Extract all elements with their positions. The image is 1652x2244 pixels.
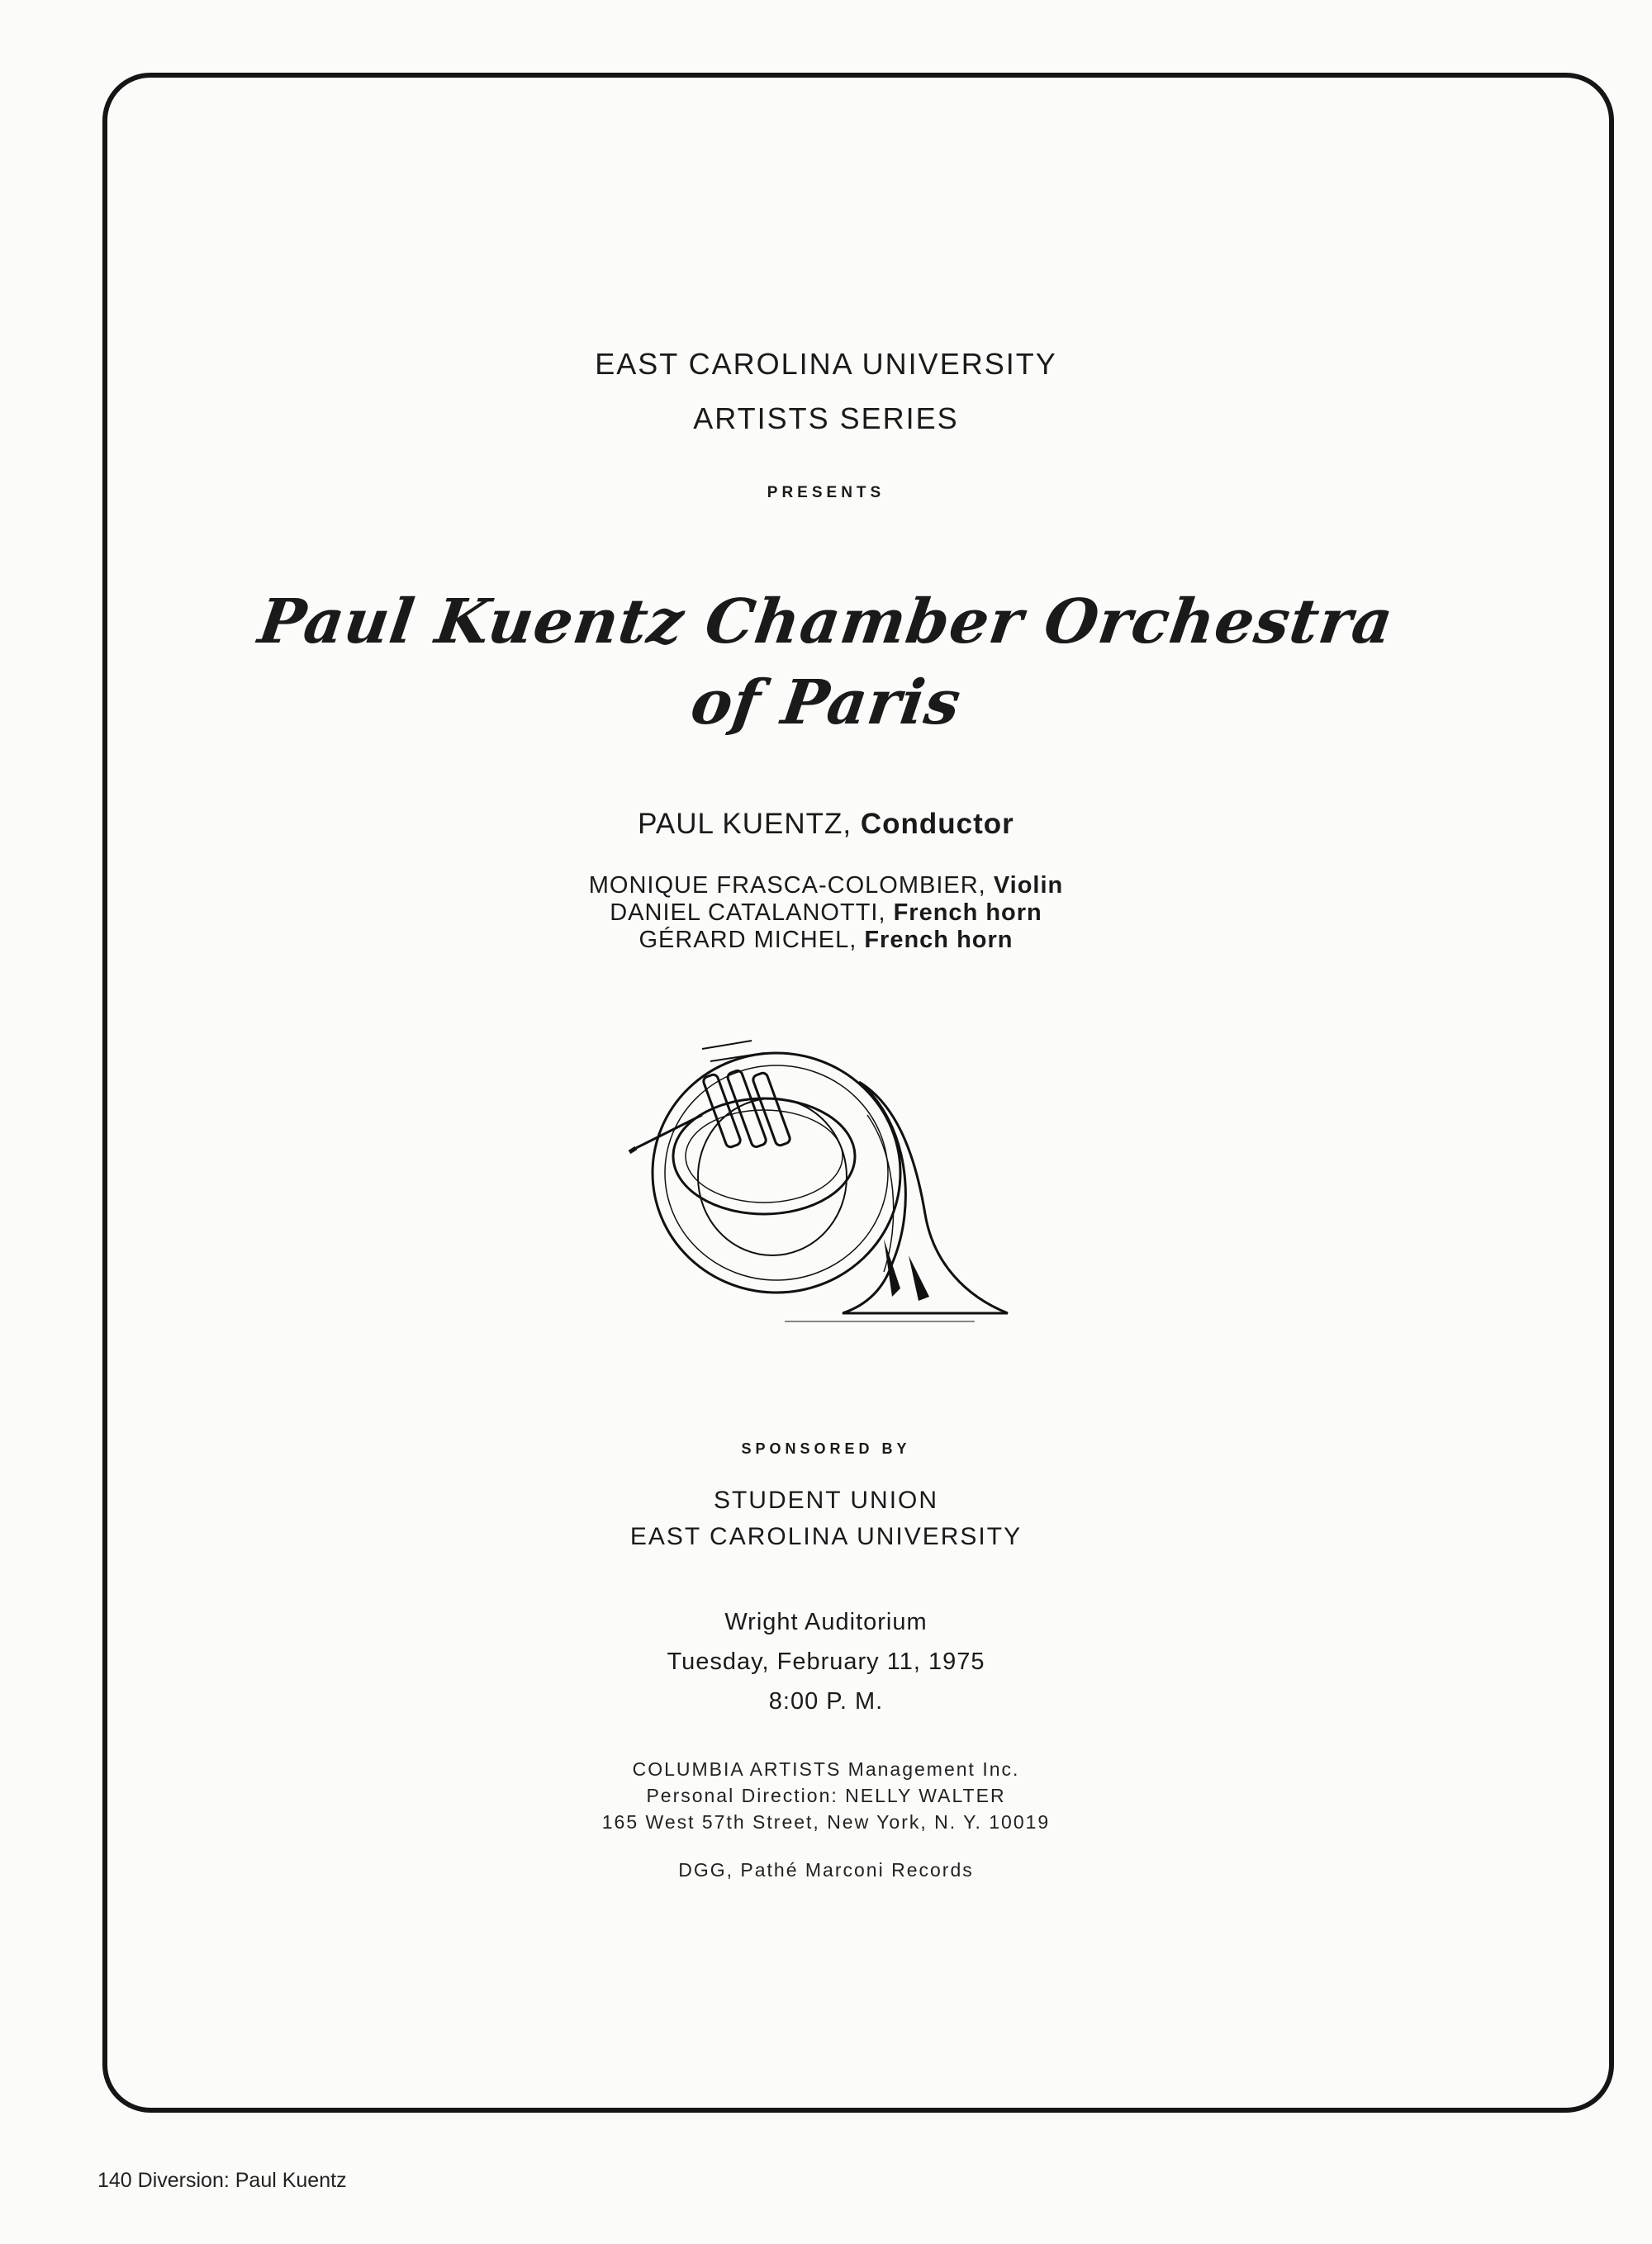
- event-date: Tuesday, February 11, 1975: [667, 1649, 985, 1675]
- presents-label: PRESENTS: [767, 484, 885, 501]
- performer-item: [0, 899, 1652, 927]
- performer-instrument: Violin: [993, 872, 1064, 899]
- orchestra-title: Paul Kuentz Chamber Orchestra: [254, 586, 1398, 657]
- sponsor-line-1: STUDENT UNION: [713, 1487, 939, 1514]
- management-line: 165 West 57th Street, New York, N. Y. 10019: [601, 1811, 1051, 1833]
- performer-name: GÉRARD MICHEL,: [638, 927, 857, 953]
- performer-item: [0, 872, 1652, 899]
- performer-instrument: French horn: [893, 899, 1042, 926]
- conductor-role: Conductor: [860, 808, 1014, 840]
- performer-name: DANIEL CATALANOTTI,: [610, 899, 886, 926]
- performer-item: [0, 927, 1652, 954]
- management-block: [0, 1756, 1652, 1835]
- performer-instrument: French horn: [864, 927, 1014, 953]
- conductor-line: [0, 808, 1652, 841]
- page-caption: 140 Diversion: Paul Kuentz: [97, 2169, 347, 2192]
- event-time: 8:00 P. M.: [768, 1688, 884, 1715]
- records-line: DGG, Pathé Marconi Records: [678, 1859, 974, 1881]
- management-line: COLUMBIA ARTISTS Management Inc.: [632, 1758, 1020, 1780]
- series-heading: ARTISTS SERIES: [693, 401, 959, 435]
- performer-list: [0, 872, 1652, 954]
- sponsored-by-label: SPONSORED BY: [741, 1440, 911, 1457]
- university-heading: EAST CAROLINA UNIVERSITY: [595, 347, 1057, 381]
- conductor-name: PAUL KUENTZ,: [638, 808, 852, 840]
- french-horn-icon: [620, 1024, 1032, 1330]
- management-line: Personal Direction: NELLY WALTER: [646, 1785, 1006, 1806]
- event-venue: Wright Auditorium: [724, 1609, 928, 1635]
- orchestra-title-city: of Paris: [686, 667, 966, 738]
- performer-name: MONIQUE FRASCA-COLOMBIER,: [588, 872, 986, 899]
- sponsor-line-2: EAST CAROLINA UNIVERSITY: [629, 1523, 1023, 1550]
